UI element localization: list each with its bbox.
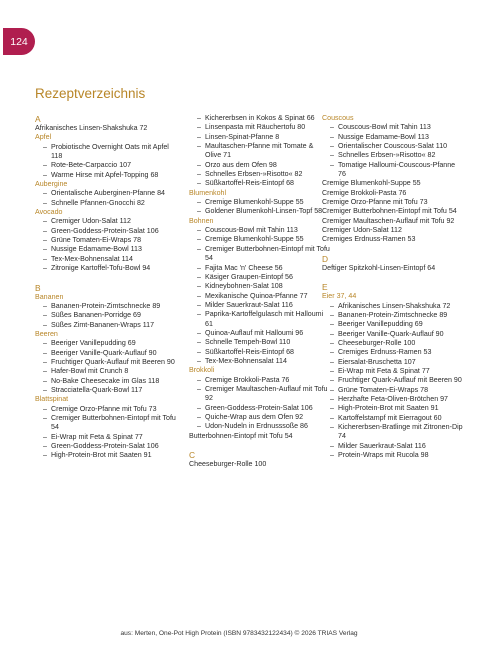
index-sub-entry: [35, 339, 177, 348]
index-sub-entry-text: Afrikanisches Linsen-Shakshuka 72: [338, 301, 451, 310]
dash-bullet: –: [330, 132, 334, 141]
index-sub-entry: [322, 386, 464, 395]
section-spacer: [189, 441, 331, 450]
index-sub-entry-text: Süßes Bananen-Porridge 69: [51, 311, 141, 320]
index-sub-entry: [189, 273, 331, 282]
dash-bullet: –: [197, 198, 201, 207]
index-entry: Deftiger Spitzkohl-Linsen-Eintopf 64: [322, 263, 436, 272]
page-title: Rezeptverzeichnis: [35, 86, 146, 101]
index-sub-entry-text: Herzhafte Feta-Oliven-Brötchen 97: [338, 394, 449, 403]
index-sub-entry-text: Cremige Blumenkohl-Suppe 55: [205, 198, 304, 207]
index-sub-entry-text: Green-Goddess-Protein-Salat 106: [51, 442, 159, 450]
index-sub-entry: [189, 161, 331, 170]
index-letter-heading: C: [189, 450, 196, 461]
index-sub-entry: [189, 235, 331, 244]
index-sub-entry-text: Warme Hirse mit Apfel-Topping 68: [51, 170, 159, 179]
section-spacer: [322, 273, 464, 282]
section-spacer: [322, 245, 464, 254]
index-sub-entry-text: Cremige Orzo-Pfanne mit Tofu 73: [51, 404, 157, 413]
index-sub-entry: [322, 320, 464, 329]
dash-bullet: –: [197, 347, 201, 356]
index-sub-entry: [35, 442, 177, 451]
index-sub-entry: [189, 245, 331, 264]
dash-bullet: –: [43, 189, 47, 198]
dash-bullet: –: [43, 348, 47, 357]
index-sub-entry-text: Fruchtiger Quark-Auflauf mit Beeren 90: [51, 357, 175, 366]
index-sub-entry-text: Mexikanische Quinoa-Pfanne 77: [205, 291, 308, 300]
index-sub-entry: [189, 179, 331, 188]
index-sub-entry: [189, 422, 331, 431]
dash-bullet: –: [43, 404, 47, 413]
index-sub-entry-text: High-Protein-Brot mit Saaten 91: [338, 404, 439, 413]
dash-bullet: –: [197, 160, 201, 169]
page-number: 124: [10, 35, 28, 48]
dash-bullet: –: [43, 161, 47, 170]
index-sub-entry: [322, 423, 464, 442]
dash-bullet: –: [330, 310, 334, 319]
index-sub-entry-text: Bananen-Protein-Zimtschnecke 89: [51, 301, 161, 310]
dash-bullet: –: [43, 198, 47, 207]
index-sub-entry: [322, 142, 464, 151]
dash-bullet: –: [197, 170, 201, 179]
dash-bullet: –: [197, 356, 201, 365]
index-sub-entry-text: Beeriger Vanille-Quark-Auflauf 90: [338, 329, 444, 338]
index-entry: Cremige Blumenkohl-Suppe 55: [322, 179, 421, 188]
index-sub-entry-text: Cremige Brokkoli-Pasta 76: [205, 375, 290, 384]
dash-bullet: –: [43, 339, 47, 348]
index-entry: Afrikanisches Linsen-Shakshuka 72: [35, 124, 148, 132]
index-sub-entry: [35, 414, 177, 433]
dash-bullet: –: [43, 236, 47, 245]
index-sub-entry: [35, 311, 177, 320]
dash-bullet: –: [330, 123, 334, 132]
index-sub-entry-text: Süßkartoffel-Reis-Eintopf 68: [205, 347, 294, 356]
dash-bullet: –: [43, 451, 47, 460]
index-entry: Cremiger Udon-Salat 112: [322, 226, 402, 235]
index-sub-entry: [189, 114, 331, 123]
index-sub-entry: [189, 198, 331, 207]
dash-bullet: –: [330, 385, 334, 394]
index-sub-entry: [322, 367, 464, 376]
index-sub-entry-text: Grüne Tomaten-Ei-Wraps 78: [51, 236, 142, 245]
index-sub-entry: [189, 348, 331, 357]
index-sub-entry-text: Rote-Bete-Carpaccio 107: [51, 161, 132, 170]
index-letter-heading: B: [35, 282, 41, 293]
index-entry: Cremige Orzo-Pfanne mit Tofu 73: [322, 198, 428, 207]
dash-bullet: –: [43, 367, 47, 376]
index-sub-entry-text: Cremiger Maultaschen-Auflauf mit Tofu 92: [205, 384, 328, 403]
dash-bullet: –: [43, 301, 47, 310]
index-sub-entry: [35, 236, 177, 245]
index-sub-entry: [35, 302, 177, 311]
index-sub-entry-text: Nussige Edamame-Bowl 113: [338, 132, 429, 141]
index-sub-entry: [189, 170, 331, 179]
index-sub-entry: [322, 133, 464, 142]
index-category-heading: Avocado: [35, 208, 63, 217]
index-sub-entry: [189, 123, 331, 132]
index-sub-entry-text: Probiotische Overnight Oats mit Apfel 118: [51, 142, 169, 161]
index-sub-entry-text: Grüne Tomaten-Ei-Wraps 78: [338, 385, 429, 394]
dash-bullet: –: [330, 348, 334, 357]
index-category-heading: Blattspinat: [35, 395, 69, 404]
dash-bullet: –: [43, 357, 47, 366]
index-sub-entry-text: Käsiger Graupen-Eintopf 56: [205, 272, 293, 281]
index-sub-entry-text: Milder Sauerkraut-Salat 116: [338, 441, 426, 450]
dash-bullet: –: [330, 376, 334, 385]
index-sub-entry-text: Tex-Mex-Bohnensalat 114: [51, 254, 133, 263]
index-sub-entry: [322, 414, 464, 423]
dash-bullet: –: [197, 132, 201, 141]
dash-bullet: –: [197, 375, 201, 384]
index-category-heading: Blumenkohl: [189, 188, 227, 197]
index-sub-entry: [189, 357, 331, 366]
index-sub-entry-text: Linsenpasta mit Räuchertofu 80: [205, 123, 306, 132]
index-sub-entry: [189, 376, 331, 385]
index-letter-heading: D: [322, 253, 329, 264]
index-sub-entry-text: Schnelles Erbsen-»Risotto« 82: [338, 151, 436, 160]
dash-bullet: –: [330, 320, 334, 329]
index-sub-entry-text: Cremige Blumenkohl-Suppe 55: [205, 235, 304, 244]
dash-bullet: –: [330, 160, 334, 169]
index-sub-entry: [322, 442, 464, 451]
index-sub-entry: [189, 404, 331, 413]
dash-bullet: –: [197, 384, 201, 393]
index-sub-entry-text: Kichererbsen-Bratlinge mit Zitronen-Dip 74: [338, 422, 463, 441]
index-sub-entry-text: Süßes Zimt-Bananen-Wraps 117: [51, 320, 155, 329]
index-sub-entry-text: Eiersalat-Bruschetta 107: [338, 357, 416, 366]
index-sub-entry-text: Paprika-Kartoffelgulasch mit Halloumi 61: [205, 310, 324, 328]
dash-bullet: –: [197, 179, 201, 188]
dash-bullet: –: [197, 263, 201, 272]
index-entry: Cremige Brokkoli-Pasta 76: [322, 188, 407, 197]
dash-bullet: –: [330, 413, 334, 422]
index-sub-entry-text: Fruchtiger Quark-Auflauf mit Beeren 90: [338, 376, 462, 385]
page-number-tab: [3, 28, 35, 55]
index-sub-entry: [189, 329, 331, 338]
index-sub-entry: [35, 377, 177, 386]
dash-bullet: –: [43, 142, 47, 151]
index-category-heading: Brokkoli: [189, 366, 215, 375]
index-sub-entry-text: Green-Goddess-Protein-Salat 106: [205, 403, 313, 412]
index-sub-entry-text: Maultaschen-Pfanne mit Tomate & Olive 71: [205, 142, 314, 160]
dash-bullet: –: [43, 170, 47, 179]
dash-bullet: –: [197, 413, 201, 421]
index-sub-entry: [189, 142, 331, 161]
index-sub-entry: [35, 199, 177, 208]
index-sub-entry-text: Linsen-Spinat-Pfanne 8: [205, 132, 280, 141]
index-sub-entry-text: Beeriger Vanillepudding 69: [51, 339, 136, 348]
copyright-footer: aus: Merten, One-Pot High Protein (ISBN 9783432122434) © 2026 TRIAS Verlag: [120, 630, 358, 637]
index-sub-entry-text: Hafer-Bowl mit Crunch 8: [51, 367, 129, 376]
index-sub-entry-text: High-Protein-Brot mit Saaten 91: [51, 451, 152, 460]
index-sub-entry: [189, 301, 331, 310]
index-sub-entry: [322, 151, 464, 160]
index-sub-entry-text: Goldener Blumenkohl-Linsen-Topf 58: [205, 207, 323, 216]
index-sub-entry-text: No-Bake Cheesecake im Glas 118: [51, 376, 160, 385]
index-sub-entry-text: Cremiger Butterbohnen-Eintopf mit Tofu 54: [205, 244, 330, 263]
index-sub-entry: [35, 386, 177, 395]
index-sub-entry: [35, 255, 177, 264]
index-sub-entry-text: Milder Sauerkraut-Salat 116: [205, 300, 293, 309]
dash-bullet: –: [197, 291, 201, 300]
index-sub-entry: [322, 161, 464, 180]
dash-bullet: –: [43, 264, 47, 273]
index-sub-entry-text: Quiche-Wrap aus dem Ofen 92: [205, 413, 304, 421]
index-sub-entry: [189, 292, 331, 301]
index-sub-entry-text: Orientalischer Couscous-Salat 110: [338, 142, 448, 151]
index-column-1: [35, 114, 177, 461]
dash-bullet: –: [330, 301, 334, 310]
index-sub-entry: [35, 143, 177, 162]
index-category-heading: Aubergine: [35, 180, 68, 189]
index-sub-entry-text: Cheeseburger-Rolle 100: [338, 338, 416, 347]
index-sub-entry: [35, 217, 177, 226]
index-sub-entry: [322, 376, 464, 385]
index-sub-entry: [189, 264, 331, 273]
dash-bullet: –: [197, 123, 201, 132]
dash-bullet: –: [197, 328, 201, 337]
index-sub-entry: [322, 404, 464, 413]
dash-bullet: –: [43, 376, 47, 385]
dash-bullet: –: [43, 385, 47, 394]
index-sub-entry-text: Couscous-Bowl mit Tahin 113: [205, 226, 298, 235]
dash-bullet: –: [197, 422, 201, 431]
dash-bullet: –: [43, 311, 47, 320]
index-sub-entry: [322, 123, 464, 132]
index-sub-entry: [189, 226, 331, 235]
index-sub-entry-text: Nussige Edamame-Bowl 113: [51, 245, 142, 254]
index-sub-entry-text: Ei-Wrap mit Feta & Spinat 77: [338, 366, 430, 375]
index-category-heading: Bohnen: [189, 216, 214, 225]
index-sub-entry: [189, 207, 331, 216]
index-category-heading: Eier 37, 44: [322, 292, 357, 301]
index-sub-entry: [35, 367, 177, 376]
index-sub-entry-text: Tomatige Halloumi-Couscous-Pfanne 76: [338, 160, 456, 179]
index-sub-entry-text: Ei-Wrap mit Feta & Spinat 77: [51, 432, 143, 441]
dash-bullet: –: [197, 244, 201, 253]
index-column-3: [322, 114, 464, 460]
index-sub-entry: [322, 311, 464, 320]
index-sub-entry: [322, 451, 464, 460]
section-spacer: [35, 274, 177, 283]
dash-bullet: –: [197, 207, 201, 216]
index-column-2: [189, 114, 331, 469]
index-category-heading: Bananen: [35, 292, 64, 301]
index-sub-entry: [35, 405, 177, 414]
dash-bullet: –: [330, 338, 334, 347]
index-sub-entry-text: Cremiges Erdnuss-Ramen 53: [338, 348, 432, 357]
dash-bullet: –: [43, 442, 47, 450]
index-sub-entry-text: Beeriger Vanille-Quark-Auflauf 90: [51, 348, 157, 357]
index-letter-heading: A: [35, 114, 41, 124]
dash-bullet: –: [330, 366, 334, 375]
index-sub-entry: [35, 264, 177, 273]
index-sub-entry-text: Schnelle Tempeh-Bowl 110: [205, 338, 291, 347]
index-entry: Cremiger Butterbohnen-Eintopf mit Tofu 54: [322, 207, 457, 216]
dash-bullet: –: [43, 432, 47, 441]
index-sub-entry: [322, 348, 464, 357]
dash-bullet: –: [330, 142, 334, 151]
index-sub-entry-text: Schnelles Erbsen-»Risotto« 82: [205, 170, 303, 179]
index-sub-entry-text: Protein-Wraps mit Rucola 98: [338, 451, 429, 459]
index-sub-entry: [189, 133, 331, 142]
index-sub-entry-text: Kidneybohnen-Salat 108: [205, 282, 283, 291]
index-sub-entry: [35, 245, 177, 254]
index-sub-entry: [35, 189, 177, 198]
index-sub-entry: [322, 302, 464, 311]
index-sub-entry: [189, 282, 331, 291]
dash-bullet: –: [197, 403, 201, 412]
index-sub-entry: [35, 451, 177, 460]
index-sub-entry-text: Couscous-Bowl mit Tahin 113: [338, 123, 431, 132]
dash-bullet: –: [43, 320, 47, 329]
index-sub-entry: [322, 395, 464, 404]
index-sub-entry-text: Stracciatella-Quark-Bowl 117: [51, 385, 143, 394]
index-sub-entry: [322, 330, 464, 339]
dash-bullet: –: [197, 114, 201, 122]
dash-bullet: –: [197, 235, 201, 244]
index-sub-entry-text: Udon-Nudeln in Erdnusssoße 86: [205, 422, 308, 431]
index-category-heading: Apfel: [35, 133, 52, 142]
dash-bullet: –: [330, 151, 334, 160]
index-sub-entry: [35, 227, 177, 236]
dash-bullet: –: [197, 300, 201, 309]
dash-bullet: –: [197, 226, 201, 235]
index-sub-entry: [35, 349, 177, 358]
index-sub-entry-text: Orzo aus dem Ofen 98: [205, 160, 277, 169]
index-category-heading: Beeren: [35, 329, 58, 338]
index-sub-entry-text: Schnelle Pfannen-Gnocchi 82: [51, 198, 145, 207]
dash-bullet: –: [197, 142, 201, 151]
index-sub-entry: [35, 321, 177, 330]
index-sub-entry: [35, 358, 177, 367]
index-sub-entry: [189, 338, 331, 347]
dash-bullet: –: [43, 413, 47, 422]
index-sub-entry-text: Kartoffelstampf mit Eierragout 60: [338, 413, 442, 422]
index-sub-entry-text: Cremiger Udon-Salat 112: [51, 217, 131, 226]
dash-bullet: –: [330, 441, 334, 450]
dash-bullet: –: [330, 451, 334, 459]
index-sub-entry-text: Tex-Mex-Bohnensalat 114: [205, 356, 287, 365]
index-entry: Butterbohnen-Eintopf mit Tofu 54: [189, 431, 293, 440]
index-sub-entry-text: Süßkartoffel-Reis-Eintopf 68: [205, 179, 294, 188]
index-entry: Cremiges Erdnuss-Ramen 53: [322, 235, 416, 244]
dash-bullet: –: [197, 338, 201, 347]
index-sub-entry-text: Orientalische Auberginen-Pfanne 84: [51, 189, 165, 198]
dash-bullet: –: [330, 329, 334, 338]
dash-bullet: –: [197, 272, 201, 281]
dash-bullet: –: [43, 254, 47, 263]
index-sub-entry-text: Zitronige Kartoffel-Tofu-Bowl 94: [51, 264, 151, 273]
index-sub-entry: [322, 358, 464, 367]
dash-bullet: –: [43, 226, 47, 235]
dash-bullet: –: [330, 357, 334, 366]
index-entry: Cheeseburger-Rolle 100: [189, 460, 267, 469]
dash-bullet: –: [197, 282, 201, 291]
index-sub-entry-text: Cremiger Butterbohnen-Eintopf mit Tofu 54: [51, 413, 176, 432]
dash-bullet: –: [330, 422, 334, 431]
dash-bullet: –: [43, 245, 47, 254]
index-sub-entry: [35, 433, 177, 442]
index-sub-entry: [322, 339, 464, 348]
index-sub-entry-text: Kichererbsen in Kokos & Spinat 66: [205, 114, 315, 122]
dash-bullet: –: [330, 404, 334, 413]
index-sub-entry: [189, 310, 331, 329]
index-sub-entry-text: Fajita Mac 'n' Cheese 56: [205, 263, 283, 272]
index-sub-entry-text: Green-Goddess-Protein-Salat 106: [51, 226, 159, 235]
index-sub-entry-text: Quinoa-Auflauf mit Halloumi 96: [205, 328, 304, 337]
dash-bullet: –: [330, 394, 334, 403]
index-sub-entry-text: Bananen-Protein-Zimtschnecke 89: [338, 310, 448, 319]
index-entry: Cremiger Maultaschen-Auflauf mit Tofu 92: [322, 216, 455, 225]
index-sub-entry: [35, 171, 177, 180]
dash-bullet: –: [197, 310, 201, 319]
dash-bullet: –: [43, 217, 47, 226]
index-sub-entry: [189, 413, 331, 422]
index-sub-entry: [189, 385, 331, 404]
index-category-heading: Couscous: [322, 114, 354, 122]
index-sub-entry-text: Beeriger Vanillepudding 69: [338, 320, 423, 329]
index-sub-entry: [35, 161, 177, 170]
index-letter-heading: E: [322, 282, 328, 293]
